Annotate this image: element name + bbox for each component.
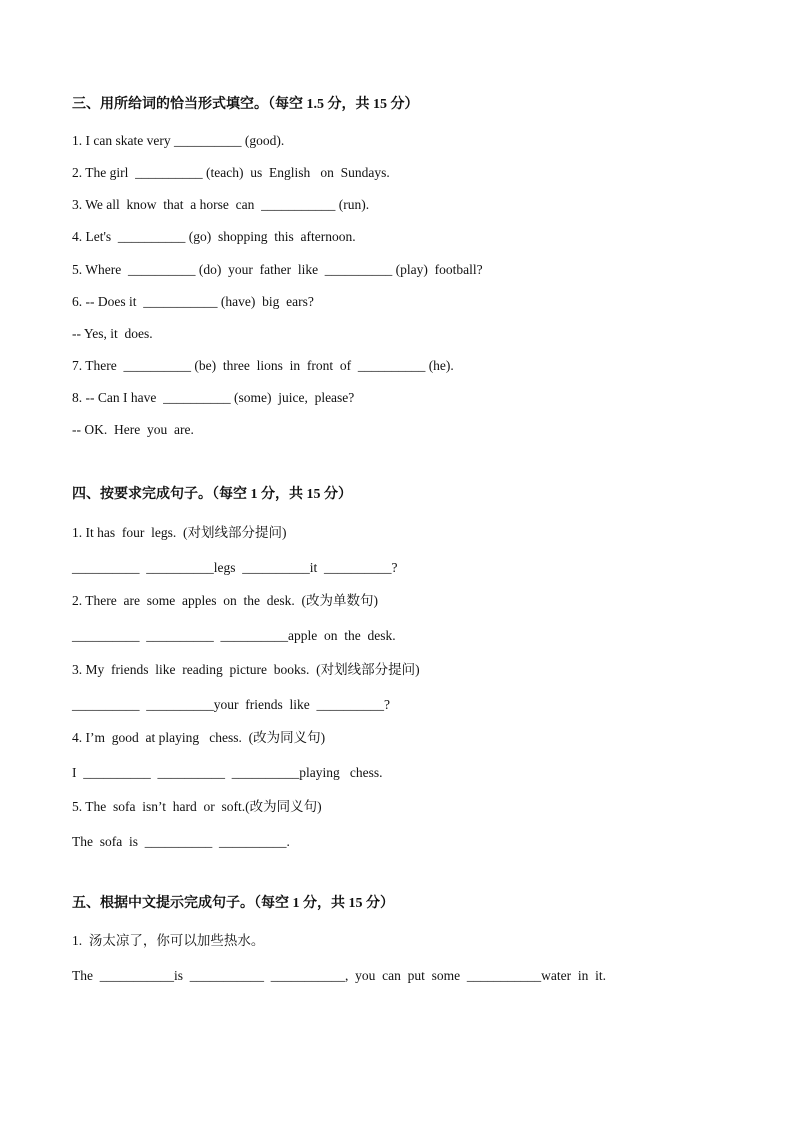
section-4-heading: 四、按要求完成句子。（每空 1 分，共 15 分） xyxy=(72,487,352,502)
question-line: 3. We all know that a horse can ___________ (run). xyxy=(72,197,370,212)
answer-line: The sofa is __________ __________. xyxy=(72,834,290,849)
question-line: 1. I can skate very __________ (good). xyxy=(72,133,285,148)
question-line: 5. The sofa isn’t hard or soft.(改为同义句) xyxy=(72,799,322,814)
answer-line: __________ __________your friends like __________? xyxy=(72,697,390,712)
answer-line: __________ __________legs __________it __________? xyxy=(72,560,398,575)
question-line: -- Yes, it does. xyxy=(72,326,153,341)
question-line: 8. -- Can I have __________ (some) juice, please? xyxy=(72,390,355,405)
question-line: 4. Let's __________ (go) shopping this afternoon. xyxy=(72,229,356,244)
answer-line: I __________ __________ __________playing chess. xyxy=(72,765,383,780)
question-line: 2. The girl __________ (teach) us English on Sundays. xyxy=(72,165,390,180)
answer-line: __________ __________ __________apple on the desk. xyxy=(72,628,396,643)
question-line: 6. -- Does it ___________ (have) big ears? xyxy=(72,294,314,309)
question-line: 1. It has four legs. (对划线部分提问) xyxy=(72,525,287,540)
question-line: 1. 汤太凉了，你可以加些热水。 xyxy=(72,933,265,948)
question-line: 7. There __________ (be) three lions in front of __________ (he). xyxy=(72,358,454,373)
question-line: 5. Where __________ (do) your father like __________ (play) football? xyxy=(72,262,483,277)
section-3-heading: 三、用所给词的恰当形式填空。（每空 1.5 分，共 15 分） xyxy=(72,97,419,112)
question-line: 4. I’m good at playing chess. (改为同义句) xyxy=(72,730,326,745)
question-line: -- OK. Here you are. xyxy=(72,422,194,437)
question-line: 2. There are some apples on the desk. (改为单数句) xyxy=(72,593,379,608)
question-line: 3. My friends like reading picture books. (对划线部分提问) xyxy=(72,662,420,677)
section-5-heading: 五、根据中文提示完成句子。（每空 1 分，共 15 分） xyxy=(72,896,394,911)
answer-line: The ___________is ___________ ___________, you can put some ___________water in it. xyxy=(72,968,606,983)
